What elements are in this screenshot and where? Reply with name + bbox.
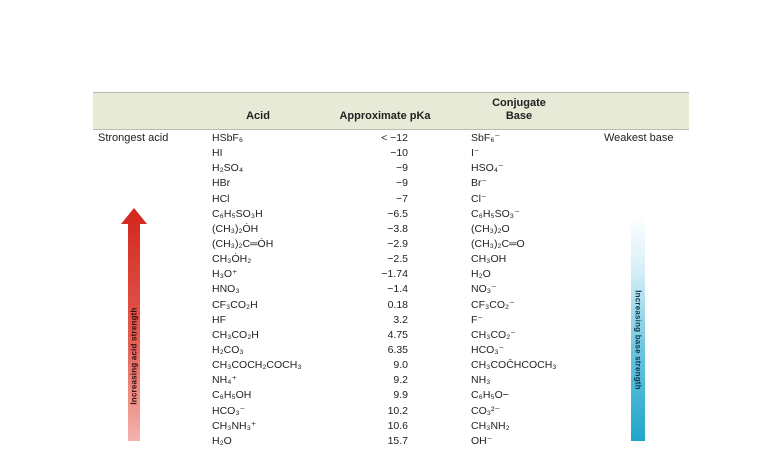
- pka-cell: 4.75: [387, 328, 408, 341]
- acid-cell: CF₃CO₂H: [212, 298, 258, 311]
- acid-cell: HBr: [212, 177, 231, 190]
- base-cell: H₂O: [471, 268, 491, 281]
- pka-cell: 10.2: [387, 404, 408, 417]
- acid-cell: HSbF₆: [212, 132, 244, 144]
- pka-cell: 9.9: [393, 389, 408, 402]
- table-row: [0, 267, 784, 282]
- acid-cell: C₆H₅SO₃H: [212, 207, 263, 220]
- base-cell: C₆H₅O−: [471, 389, 509, 402]
- pka-cell: −9: [396, 162, 408, 175]
- table-row: [0, 404, 784, 419]
- pka-cell: 9.0: [393, 359, 408, 372]
- table-row: [0, 419, 784, 434]
- acid-cell: CH₃COCH₂COCH₃: [212, 359, 302, 372]
- base-cell: CH₃NH₂: [471, 419, 510, 432]
- table-row: [0, 313, 784, 328]
- acid-cell: C₆H₅OH: [212, 389, 252, 402]
- header-base-line1: Conjugate: [492, 97, 546, 109]
- strongest-acid-label: Strongest acid: [98, 132, 169, 144]
- header-acid: Acid: [246, 110, 270, 122]
- pka-cell: −10: [390, 147, 408, 160]
- pka-cell: −9: [396, 177, 408, 190]
- acid-cell: HF: [212, 313, 226, 326]
- weakest-base-label: Weakest base: [604, 132, 674, 144]
- table-row: [0, 434, 784, 449]
- acid-cell: HNO₃: [212, 283, 240, 296]
- table-row: [0, 328, 784, 343]
- table-row: [0, 252, 784, 267]
- pka-cell: 9.2: [393, 374, 408, 387]
- base-cell: I⁻: [471, 147, 480, 160]
- pka-cell: 6.35: [387, 343, 408, 356]
- acid-table: [0, 131, 784, 449]
- table-row: [0, 146, 784, 161]
- pka-cell: < −12: [381, 132, 408, 144]
- table-row: [0, 358, 784, 373]
- table-row: [0, 373, 784, 388]
- base-cell: OH⁻: [471, 434, 493, 447]
- table-row: [0, 237, 784, 252]
- pka-cell: 10.6: [387, 419, 408, 432]
- table-row: [0, 207, 784, 222]
- table-row: [0, 131, 784, 146]
- increasing-base-label: Increasing base strength: [633, 290, 643, 390]
- pka-cell: −3.8: [387, 222, 408, 235]
- header-base-line2: Base: [505, 110, 533, 122]
- table-row: [0, 192, 784, 207]
- acid-cell: CH₃NH₃⁺: [212, 419, 257, 432]
- table-row: [0, 161, 784, 176]
- acid-cell: HCO₃⁻: [212, 404, 246, 417]
- base-cell: NO₃⁻: [471, 283, 497, 296]
- acid-cell: NH₄⁺: [212, 374, 237, 387]
- acid-cell: (CH₃)₂C═ȮH: [212, 237, 274, 250]
- pka-cell: 3.2: [393, 313, 408, 326]
- base-cell: NH₃: [471, 374, 491, 387]
- acid-cell: HCl: [212, 192, 230, 205]
- pka-cell: −2.5: [387, 253, 408, 266]
- base-cell: CH₃CO₂⁻: [471, 328, 516, 341]
- table-row: [0, 176, 784, 191]
- pka-cell: −7: [396, 192, 408, 205]
- acid-cell: HI: [212, 147, 223, 160]
- acid-cell: CH₃CO₂H: [212, 328, 259, 341]
- header-conjugate-base: [480, 97, 558, 123]
- base-cell: F⁻: [471, 313, 483, 326]
- table-row: [0, 282, 784, 297]
- base-cell: SbF₆⁻: [471, 132, 501, 144]
- acid-cell: H₂CO₃: [212, 343, 244, 356]
- acid-cell: H₂SO₄: [212, 162, 244, 175]
- pka-cell: −6.5: [387, 207, 408, 220]
- table-row: [0, 388, 784, 403]
- acid-cell: CH₃ȮH₂: [212, 253, 252, 266]
- table-row: [0, 222, 784, 237]
- pka-cell: −2.9: [387, 237, 408, 250]
- base-cell: CF₃CO₂⁻: [471, 298, 515, 311]
- base-cell: CH₃OH: [471, 253, 507, 266]
- pka-cell: −1.4: [387, 283, 408, 296]
- header-pka: Approximate pKa: [339, 110, 431, 122]
- base-cell: Br⁻: [471, 177, 488, 190]
- base-cell: (CH₃)₂O: [471, 222, 510, 235]
- acid-cell: H₂O: [212, 434, 232, 447]
- pka-cell: 15.7: [387, 434, 408, 447]
- base-cell: C₆H₅SO₃⁻: [471, 207, 520, 220]
- base-cell: CH₃COC̄HCOCH₃: [471, 359, 557, 372]
- pka-cell: −1.74: [381, 268, 408, 281]
- acid-cell: (CH₃)₂ȮH: [212, 222, 259, 235]
- pka-cell: 0.18: [387, 298, 408, 311]
- base-cell: (CH₃)₂C═O: [471, 237, 525, 250]
- base-cell: HSO₄⁻: [471, 162, 504, 175]
- table-row: [0, 343, 784, 358]
- base-cell: Cl⁻: [471, 192, 487, 205]
- base-cell: CO₃²⁻: [471, 404, 501, 417]
- acid-cell: H₃O⁺: [212, 268, 238, 281]
- base-cell: HCO₃⁻: [471, 343, 505, 356]
- increasing-acid-label: Increasing acid strength: [129, 307, 139, 405]
- table-row: [0, 298, 784, 313]
